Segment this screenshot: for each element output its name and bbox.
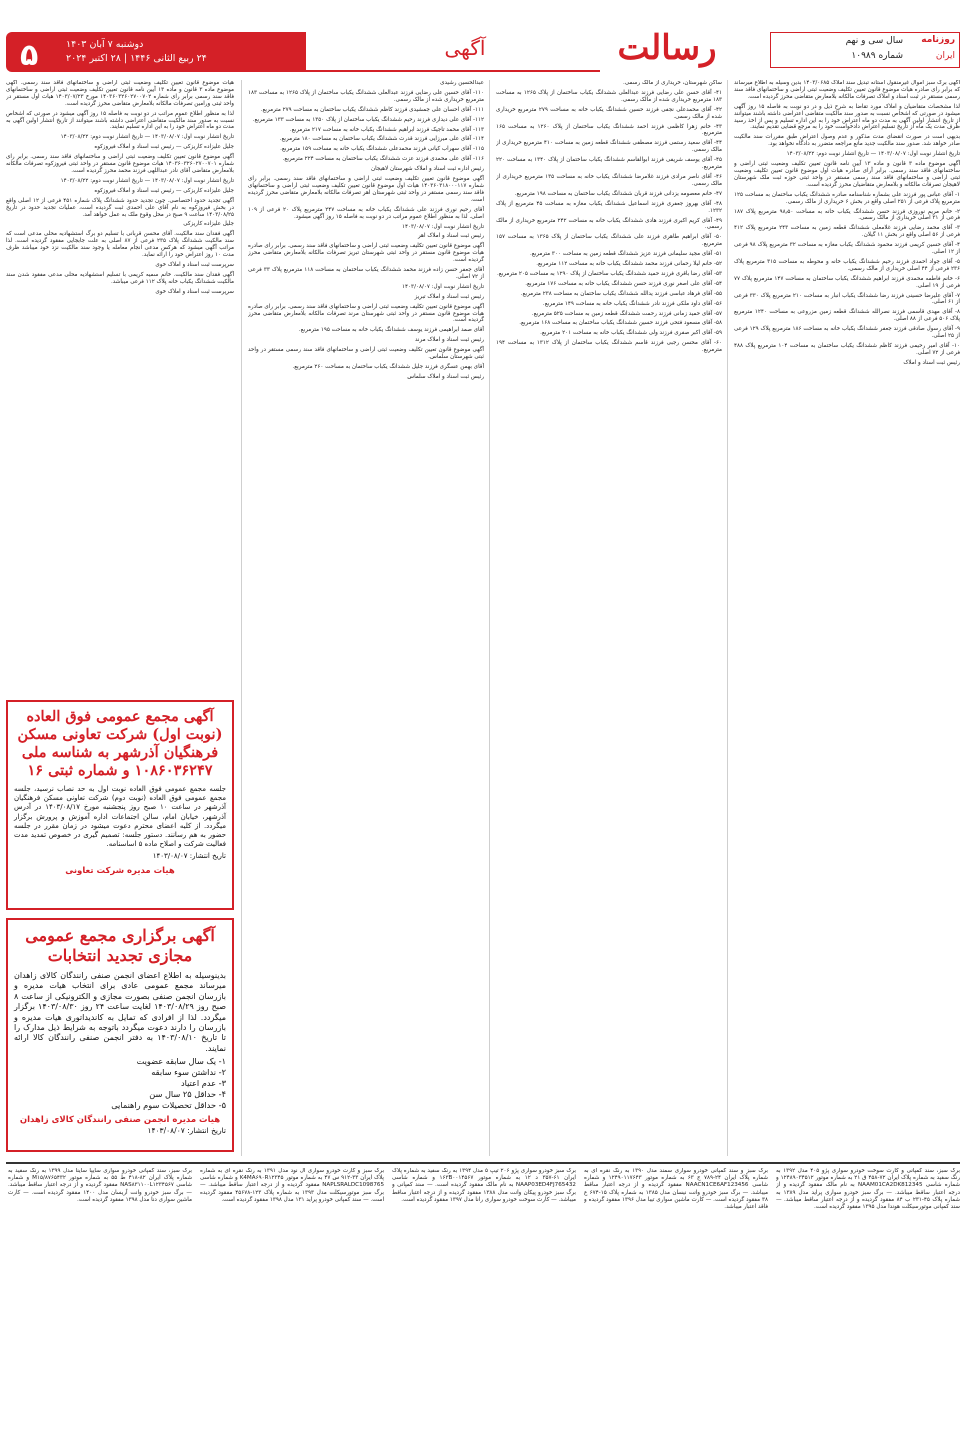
notice-paragraph: ۱۱۱- آقای احسان علی جمشیدی فرزند کاظم ششدانگ یکباب ساختمان به مساحت ۲۷۹ مترمربع. [260,106,484,113]
city-label: ایران [935,51,955,61]
bottom-column: برگ سبز و کارت خودرو سواری ال نود مدل ۱۳۹۱ به رنگ نقره ای به شماره پلاک ایران ۳۳-۹۱۲ س ۴۷ به شماره موتور K4MA۶۹۰R۱۲۳۴۵ و شماره شاسی NAPLSRALDC1098765 مفقود گردیده و از درجه اعتبار ساقط میباشد. — برگ سبز موتورسیکلت مدل ۱۳۹۳ به شماره پلاک ۱۲۳-۴۵۶۷۸ مفقود گردیده است. — سند کمپانی خودرو پراید ۱۳۱ مدل ۱۳۹۸ مفقود گردیده است. [200,1168,384,1203]
notice-paragraph: آگهی موضوع قانون تعیین تکلیف وضعیت ثبتی اراضی و ساختمانهای فاقد سند رسمی. برابر رای شماره ۱۴۰۳۶۰۳۱۸۰۰۰۱۱۷ هیات اول موضوع قانون تعیین تکلیف وضعیت ثبتی اراضی و ساختمانهای فاقد سند رسمی مستقر در واحد ثبتی شهرستان اهر تصرفات مالکانه بلامعارض متقاضی محرز گردیده است. [248,176,484,203]
notice-paragraph: تاریخ انتشار نوبت اول: ۱۴۰۳/۰۸/۰۷ [402,283,484,290]
ad1-signature: هیات مدیره شرکت تعاونی [65,865,175,876]
notice-paragraph: ۵۶- آقای داود ملکی فرزند نادر ششدانگ یکباب خانه به مساحت ۱۴۹ مترمربع. [542,300,722,307]
notice-paragraph: ۵۳- آقای رضا باقری فرزند حمید ششدانگ یکباب ساختمان از پلاک ۱۲۹۰ به مساحت ۲۰۵ مترمربع. [496,270,722,277]
ad2-title: آگهی برگزاری مجمع عمومی مجازی تجدید انتخابات [25,926,215,965]
notice-paragraph: آگهی فقدان سند مالکیت. خانم سمیه کریمی با تسلیم استشهادیه محلی مدعی مفقود شدن سند مالکیت ششدانگ یکباب خانه پلاک ۱۱۲ فرعی میباشد. [6,271,234,285]
ad2-body: بدینوسیله به اطلاع اعضای انجمن صنفی رانندگان کالای زاهدان میرساند مجمع عمومی عادی برای انتخاب هیات مدیره و بازرسان انجمن صنفی بصورت مجازی و الکترونیکی از ساعت ۸ صبح روز ۱۴۰۳/۰۸/۲۹ لغایت ساعت ۲۴ روز ۱۴۰۳/۰۸/۳۰ برگزار میگردد. لذا از افرادی که تمایل به کاندیداتوری هیات مدیره و بازرسان را دارند دعوت میگردد باتوجه به شرایط ذیل مدارک را تا تاریخ ۱۴۰۳/۰۸/۱۰ به دفتر انجمن صنفی رانندگان کالا ارائه نمایند. [14,971,226,1053]
column-3 [248,80,484,1156]
notice-paragraph: رئیس ثبت اسناد و املاک [903,359,960,366]
list-item: ۵- حداقل تحصیلات سوم راهنمایی [111,1100,226,1111]
bottom-column: برگ سبز خودرو سواری پژو ۲۰۶ تیپ ۵ مدل ۱۳۹۴ به رنگ سفید به شماره پلاک ایران ۶۱-۳۵۷ د ۱۲ به شماره موتور ۱۶۳B۰۰۱۴۵۶۷ و شماره شاسی NAAP03ED4FJ765432 به نام مالک مفقود گردیده است. — سند کمپانی و برگ سبز خودرو پیکان وانت مدل ۱۳۸۸ مفقود گردیده و از درجه اعتبار ساقط میباشد. — کارت سوخت خودرو سواری رانا مدل ۱۳۹۷ مفقود گردیده است. [392,1168,576,1203]
date-persian: دوشنبه ۷ آبان ۱۴۰۳ [66,39,144,50]
notice-paragraph: لذا مشخصات متقاضیان و املاک مورد تقاضا به شرح ذیل و در دو نوبت به فاصله ۱۵ روز آگهی میشود در صورتی که اشخاص نسبت به صدور سند مالکیت متقاضی اعتراضی داشته باشند میتوانند از تاریخ انتشار اولین آگهی به مدت دو ماه اعتراض خود را به این اداره تسلیم و پس از اخذ رسید ظرف مدت یک ماه از تاریخ تسلیم اعتراض دادخواست خود را به مرجع قضایی تقدیم نمایند. [734,103,960,131]
notice-paragraph: ۴۶- آقای ناصر مرادی فرزند غلامرضا ششدانگ یکباب خانه به مساحت ۱۳۵ مترمربع خریداری از مالک رسمی. [496,173,722,187]
list-item: ۳- عدم اعتیاد [180,1078,226,1089]
notice-paragraph: ۴۲- آقای محمدعلی نجفی فرزند حسین ششدانگ یکباب خانه به مساحت ۲۷۹ مترمربع خریداری شده از مالک رسمی. [496,106,722,120]
notice-paragraph: لذا به منظور اطلاع عموم مراتب در دو نوبت به فاصله ۱۵ روز آگهی میشود در صورتی که اشخاص نسبت به صدور سند مالکیت متقاضی اعتراضی داشته باشند میتوانند از تاریخ انتشار اولین آگهی به مدت دو ماه اعتراض خود را به این اداره تسلیم نمایند. [6,110,234,131]
notice-paragraph: آگهی تجدید حدود اختصاصی. چون تجدید حدود ششدانگ پلاک شماره ۴۵۱ فرعی از ۱۲ اصلی واقع در بخش فیروزکوه به نام آقای علی احمدی ثبت گردیده است، عملیات تجدید حدود در تاریخ ۱۴۰۳/۰۸/۲۵ ساعت ۹ صبح در محل وقوع ملک به عمل خواهد آمد. [6,197,234,218]
notice-paragraph: عبدالحسین رشیدی [440,80,484,86]
ad2-signature: هیات مدیره انجمن صنفی رانندگان کالای زاهدان [19,1115,221,1126]
notice-paragraph: آگهی موضوع قانون تعیین تکلیف وضعیت ثبتی اراضی و ساختمانهای فاقد سند رسمی مستقر در واحد ثبتی شهرستان سلماس. [248,347,484,361]
page-header [0,26,966,76]
section-title: آگهی [444,36,486,60]
ad1-body: جلسه مجمع عمومی فوق العاده نوبت اول به حد نصاب نرسید، جلسه مجمع عمومی فوق العاده (نوبت دوم) شرکت تعاونی مسکن فرهنگیان آذرشهر در ساعت ۱۰ صبح روز پنجشنبه مورخ ۱۴۰۳/۰۸/۱۷ در آدرس آذرشهر، خیابان امام، سالن اجتماعات اداره آموزش و پرورش برگزار میگردد. از کلیه اعضای محترم دعوت میشود در زمان مقرر در جلسه حضور به هم رسانند. دستور جلسه: تصمیم گیری در خصوص تمدید مدت فعالیت شرکت و اصلاح ماده ۵ اساسنامه. [14,785,227,849]
list-item: ۱- یک سال سابقه عضویت [136,1056,226,1067]
notice-paragraph: تاریخ انتشار نوبت اول: ۱۴۰۳/۰۸/۰۷ — تاریخ انتشار نوبت دوم: ۱۴۰۳/۰۸/۲۲ [60,177,234,184]
volume-label: سال سی و نهم [845,36,903,46]
bottom-column: برگ سبز و سند کمپانی خودرو سواری سمند مدل ۱۳۹۰ به رنگ نقره ای به شماره پلاک ایران ۲۴-۷۸۹ ج ۶۳ به شماره موتور ۱۲۴۹۰۱۱۷۶۴۳ و شماره شاسی NAACN1CE6AF123456 مفقود گردیده و از درجه اعتبار ساقط میباشد. — برگ سبز خودرو وانت نیسان مدل ۱۳۸۵ به شماره پلاک ۱۵-۶۷۴ ع ۳۸ مفقود گردیده است. — کارت ماشین سواری تیبا مدل ۱۳۹۶ مفقود گردیده و فاقد اعتبار میباشد. [584,1168,768,1211]
header-divider [306,70,600,72]
notice-paragraph: تاریخ انتشار نوبت اول: ۱۴۰۳/۰۸/۰۷ — تاریخ انتشار نوبت دوم: ۱۴۰۳/۰۸/۲۲ [60,134,234,141]
issue-number: شماره ۱۰۹۸۹ [851,51,903,61]
notice-paragraph: ۴۳- خانم زهرا کاظمی فرزند احمد ششدانگ یکباب ساختمان از پلاک ۱۲۶۰ به مساحت ۱۶۵ مترمربع. [496,123,722,137]
notice-paragraph: جلیل علیزاده کاریزکی [183,221,234,228]
bottom-column: برگ سبز، سند کمپانی و کارت سوخت خودرو سواری پژو ۴۰۵ مدل ۱۳۹۲ به رنگ سفید به شماره پلاک ایران ۷۲-۴۵۸ ق ۲۱ به شماره موتور ۱۲۴۸۹۰۳۴۵۱۲ و شماره شاسی NAAM01CA2DK812345 به نام مالک مفقود گردیده و از درجه اعتبار ساقط میباشد. — برگ سبز خودرو سواری پراید مدل ۱۳۸۹ به شماره پلاک ۴۵-۲۳۱ ب ۸۴ مفقود گردیده و از درجه اعتبار ساقط میباشد. — سند کمپانی موتورسیکلت هوندا مدل ۱۳۹۵ مفقود گردیده است. [776,1168,960,1211]
notice-paragraph: آگهی موضوع قانون تعیین تکلیف وضعیت ثبتی اراضی و ساختمانهای فاقد سند رسمی. برابر رای شماره ۱۴۰۳۶۰۳۲۶۰۲۷۰۰۷۰۱ هیات موضوع قانون مستقر در واحد ثبتی فیروزکوه تصرفات مالکانه بلامعارض متقاضی آقای نادر عبداللهی فرزند محمد محرز گردیده است. [6,154,234,174]
header-date-panel [6,32,306,72]
notice-paragraph: رئیس ثبت اسناد و املاک سلماس [407,373,484,380]
notice-paragraph: رئیس ثبت اسناد و املاک مرند [414,337,484,344]
ad2-date: تاریخ انتشار: ۱۴۰۳/۰۸/۰۷ [147,1126,226,1136]
notice-paragraph: ۱۱۰- آقای حسین علی رضایی فرزند عبدالعلی ششدانگ یکباب ساختمان از پلاک ۱۲۶۵ به مساحت ۱۸۳ مترمربع خریداری شده از مالک رسمی. [248,89,484,103]
notice-paragraph: ۴۸- آقای بهروز جعفری فرزند اسماعیل ششدانگ یکباب مغازه به مساحت ۴۵ مترمربع از پلاک ۱۲۳۲. [496,200,722,214]
date-block [66,38,226,66]
lost-documents-section [6,1162,960,1432]
ad2-requirements-list [14,1056,226,1111]
column-2 [496,80,722,1156]
notice-paragraph: ۴۷- خانم معصومه یزدانی فرزند قربان ششدانگ یکباب ساختمان به مساحت ۱۹۸ مترمربع. [514,190,722,197]
notice-paragraph: آگهی برگ سبز اموال غیرمنقول آستانه تبدیل سند املاک ۱۴۰۳/۰۶۸۵ بدین وسیله به اطلاع میرساند که برابر رای صادره هیات موضوع قانون تعیین تکلیف وضعیت ثبتی اراضی و ساختمانهای فاقد سند رسمی مستقر در ثبت اسناد و املاک تصرفات مالکانه بلامعارض متقاضی محرز گردیده است. [734,80,960,100]
column-1 [734,80,960,1156]
notice-paragraph: ۹- آقای رسول صادقی فرزند جعفر ششدانگ یکباب خانه به مساحت ۱۸۶ مترمربع پلاک ۱۲۹ فرعی از ۲۵ اصلی. [734,326,960,340]
notice-paragraph: ۱۱۵- آقای سهراب کیانی فرزند محمدعلی ششدانگ یکباب خانه به مساحت ۱۵۹ مترمربع. [280,146,484,153]
list-item: ۲- نداشتن سوء سابقه [151,1067,226,1078]
notice-paragraph: آگهی موضوع ماده ۳ قانون و ماده ۱۳ آیین نامه قانون تعیین تکلیف وضعیت ثبتی اراضی و ساختمانهای فاقد سند رسمی. برابر آرای صادره هیات اول موضوع قانون تعیین تکلیف وضعیت ثبتی اراضی و ساختمانهای فاقد سند رسمی مستقر در واحد ثبتی حوزه ثبت ملک شهرستان لاهیجان تصرفات مالکانه و بلامعارض متقاضیان محرز گردیده است. [734,161,960,188]
notice-paragraph: تاریخ انتشار نوبت اول: ۱۴۰۳/۰۸/۰۷ [402,223,484,230]
notice-paragraph: ۸- آقای مهدی قاسمی فرزند نصرالله ششدانگ قطعه زمین مزروعی به مساحت ۱۲۴۰ مترمربع پلاک ۵۰۶ فرعی از ۸۸ اصلی. [734,309,960,323]
notice-paragraph: ۴۱- آقای حسن علی رضایی فرزند عبدالعلی ششدانگ یکباب ساختمان از پلاک ۱۲۶۵ به مساحت ۱۸۳ مترمربع خریداری شده از مالک رسمی. [496,89,722,103]
virtual-assembly-ad [6,918,234,1152]
notice-paragraph: تاریخ انتشار نوبت اول: ۱۴۰۳/۰۸/۰۷ — تاریخ انتشار نوبت دوم: ۱۴۰۳/۰۸/۲۲ [786,151,960,158]
notice-paragraph: ۱- آقای عباس پور فرزند علی بشماره شناسنامه صادره ششدانگ یکباب ساختمان به مساحت ۱۲۵ مترمربع پلاک فرعی از ۲۵۱ اصلی واقع در بخش ۶ خریداری از مالک رسمی. [734,191,960,205]
ad1-dates: تاریخ انتشار: ۱۴۰۳/۰۸/۰۷ [152,852,226,861]
notice-paragraph: ساکن شهرستان، خریداری از مالک رسمی. [623,80,722,86]
notice-paragraph: ۴۹- آقای کریم اکبری فرزند هادی ششدانگ یکباب خانه به مساحت ۲۴۲ مترمربع خریداری از مالک رسمی. [496,217,722,231]
notice-paragraph: آگهی موضوع قانون تعیین تکلیف وضعیت ثبتی اراضی و ساختمانهای فاقد سند رسمی. برابر رای صادره هیات موضوع قانون مستقر در واحد ثبتی شهرستان مرند تصرفات مالکانه بلامعارض متقاضی محرز گردیده است. [248,303,484,324]
notice-paragraph: ۵۴- آقای علی اصغر نوری فرزند حسن ششدانگ یکباب خانه به مساحت ۱۷۶ مترمربع. [525,280,722,287]
notice-paragraph: ۶۰- آقای محسن رجبی فرزند قاسم ششدانگ یکباب ساختمان از پلاک ۱۳۱۲ به مساحت ۱۹۴ مترمربع. [496,340,722,354]
newspaper-logo: رسالت [617,28,717,68]
notice-paragraph: سرپرست ثبت اسناد و املاک خوی [155,261,234,268]
column-divider [727,80,728,1156]
paper-label: روزنامه [921,35,955,45]
notice-paragraph: ۵۰- آقای ابراهیم طاهری فرزند علی ششدانگ یکباب ساختمان از پلاک ۱۳۶۵ به مساحت ۱۵۷ مترمربع. [496,234,722,248]
notice-paragraph: رئیس ثبت اسناد و املاک تبریز [414,293,484,300]
notice-paragraph: هیات موضوع قانون تعیین تکلیف وضعیت ثبتی اراضی و ساختمانهای فاقد سند رسمی. آگهی موضوع ماده ۳ قانون و ماده ۱۳ آیین نامه قانون تعیین تکلیف وضعیت ثبتی اراضی و ساختمانهای فاقد سند رسمی برابر رای شماره ۱۴۰۳۶۰۳۲۶۰۲۷۰۰۷۰۲ مورخ ۱۴۰۳/۰۷/۲۳ هیات اول مستقر در واحد ثبتی ورامین تصرفات مالکانه بلامعارض متقاضی محرز گردیده است. [6,80,234,107]
ad1-title: آگهی مجمع عمومی فوق العاده (نوبت اول) شرکت تعاونی مسکن فرهنگیان آذرشهر به شناسه ملی ۱۰۸۶۰۳۶۲۴۷ و شماره ثبتی ۱۶ [17,708,223,779]
notice-paragraph: ۷- آقای علیرضا حسینی فرزند رضا ششدانگ یکباب انبار به مساحت ۲۱۰ مترمربع پلاک ۳۳۰ فرعی از ۶۱ اصلی. [734,292,960,306]
notice-paragraph: ۵۵- آقای فرهاد عباسی فرزند یدالله ششدانگ یکباب ساختمان به مساحت ۲۳۸ مترمربع. [520,290,722,297]
notice-paragraph: ۵- آقای جواد احمدی فرزند رحیم ششدانگ یکباب خانه و محوطه به مساحت ۳۱۵ مترمربع پلاک ۲۳۶ فرعی از ۴۴ اصلی خریداری از مالک رسمی. [734,258,960,272]
notice-paragraph: بدیهی است در صورت انقضای مدت مذکور و عدم وصول اعتراض طبق مقررات سند مالکیت صادر خواهد شد. صدور سند مالکیت جدید مانع مراجعه متضرر به دادگاه نخواهد بود. [734,134,960,148]
column-divider [241,80,242,1156]
column-4 [6,80,234,694]
notice-paragraph: ۱۰- آقای امیر رحیمی فرزند کاظم ششدانگ یکباب ساختمان به مساحت ۱۰۴ مترمربع پلاک ۴۸۸ فرعی از ۷۲ اصلی. [734,343,960,356]
masthead-box [770,32,960,68]
notice-paragraph: ۱۱۲- آقای علی دیداری فرزند رحیم ششدانگ یکباب ساختمان از پلاک ۱۳۵۰ به مساحت ۱۳۳ مترمربع. [252,116,484,123]
notice-paragraph: ۵۲- خانم لیلا رحمانی فرزند محمد ششدانگ یکباب خانه به مساحت ۱۱۲ مترمربع. [536,261,722,268]
bottom-column: برگ سبز، سند کمپانی خودرو سواری سایپا ساینا مدل ۱۳۹۹ به رنگ سفید به شماره پلاک ایران ۸۲-۴۱۸ ط ۵۵ به شماره موتور M۱۵/۸۷۶۵۴۳۲ و شماره شاسی NAS۸۳۱۱۰۰L۱۲۳۴۵۶۷ مفقود گردیده و از درجه اعتبار ساقط میباشد. — برگ سبز خودرو وانت آریسان مدل ۱۴۰۰ مفقود گردیده است. — کارت ماشین سواری دنا مدل ۱۳۹۸ مفقود گردیده است. [8,1168,192,1203]
notice-paragraph: ۴۵- آقای یوسف شریفی فرزند ابوالقاسم ششدانگ یکباب ساختمان از پلاک ۱۳۴۰ به مساحت ۲۲۰ مترمربع. [496,157,722,171]
notice-paragraph: ۵۱- آقای مجید سلیمانی فرزند عزیز ششدانگ قطعه زمین به مساحت ۳۰۰ مترمربع. [529,251,722,258]
notice-paragraph: ۵۸- آقای مسعود فتحی فرزند حسین ششدانگ یکباب ساختمان به مساحت ۱۶۸ مترمربع. [519,320,722,327]
notice-paragraph: ۵۷- آقای حمید زمانی فرزند رحمت ششدانگ قطعه زمین به مساحت ۵۲۵ مترمربع. [531,310,722,317]
notice-paragraph: ۵۹- آقای اکبر صفری فرزند ولی ششدانگ یکباب خانه به مساحت ۲۰۱ مترمربع. [540,330,722,337]
notice-paragraph: آقای صمد ابراهیمی فرزند یوسف ششدانگ یکباب خانه به مساحت ۱۹۵ مترمربع. [298,327,484,334]
notice-paragraph: جلیل علیزاده کاریزکی — رئیس ثبت اسناد و املاک فیروزکوه [94,187,234,194]
notice-paragraph: رئیس اداره ثبت اسناد و املاک شهرستان لاهیجان [370,166,484,173]
notice-paragraph: آگهی فقدان سند مالکیت. آقای محسن قربانی با تسلیم دو برگ استشهادیه محلی مدعی است که سند مالکیت ششدانگ پلاک ۲۳۵ فرعی از ۸۷ اصلی به علت جابجایی مفقود گردیده است. لذا مراتب آگهی میشود که هرکس مدعی انجام معامله یا وجود سند مالکیت نزد خود میباشد ظرف مدت ۱۰ روز اعتراض خود را ارائه نماید. [6,231,234,259]
notice-paragraph: سرپرست ثبت اسناد و املاک خوی [155,288,234,295]
notice-paragraph: ۲- خانم مریم نوروزی فرزند حسن ششدانگ یکباب خانه به مساحت ۹۸٫۵۰ مترمربع پلاک ۱۸۷ فرعی از ۳۱ اصلی خریداری از مالک رسمی. [734,208,960,222]
notice-paragraph: ۴۴- آقای سعید رستمی فرزند مصطفی ششدانگ قطعه زمین به مساحت ۴۱۰ مترمربع خریداری از مالک رسمی. [496,140,722,154]
general-assembly-ad [6,700,234,910]
notice-paragraph: رئیس ثبت اسناد و املاک اهر [417,233,484,240]
list-item: ۴- حداقل ۲۵ سال سن [149,1089,226,1100]
notice-paragraph: آقای بهمن عسگری فرزند جلیل ششدانگ یکباب ساختمان به مساحت ۲۶۰ مترمربع. [292,364,484,370]
notice-paragraph: ۱۱۳- آقای محمد تاجیک فرزند ابراهیم ششدانگ یکباب خانه به مساحت ۲۱۷ مترمربع. [289,126,484,133]
notice-paragraph: ۴- آقای حسین کریمی فرزند محمود ششدانگ یکباب مغازه به مساحت ۳۲ مترمربع پلاک ۹۸ فرعی از ۱۲ اصلی. [734,242,960,256]
notice-paragraph: آقای جعفر حسن زاده فرزند محمد ششدانگ یکباب ساختمان به مساحت ۱۱۸ مترمربع پلاک ۳۳ فرعی از ۷۲ اصلی. [248,267,484,280]
notice-paragraph: ۶- خانم فاطمه محمدی فرزند ابراهیم ششدانگ یکباب ساختمان به مساحت ۱۴۷ مترمربع پلاک ۷۷ فرعی از ۱۹ اصلی. [734,275,960,289]
notice-paragraph: آقای رحیم نوری فرزند علی ششدانگ یکباب خانه به مساحت ۲۴۷ مترمربع پلاک ۲۰ فرعی از ۱۰۹ اصلی. لذا به منظور اطلاع عموم مراتب در دو نوبت به فاصله ۱۵ روز آگهی میشود. [248,206,484,220]
notice-paragraph: ۱۱۴- آقای علی میرزایی فرزند قدرت ششدانگ یکباب ساختمان به مساحت ۱۸۰ مترمربع. [279,136,484,143]
notice-paragraph: ۳- آقای محمد رضایی فرزند غلامعلی ششدانگ قطعه زمین به مساحت ۲۴۳ مترمربع پلاک ۴۱۲ فرعی از ۵۶ اصلی واقع در بخش ۱۱ گیلان. [734,225,960,239]
notice-paragraph: ۱۱۶- آقای علی محمدی فرزند عزت ششدانگ یکباب ساختمان به مساحت ۲۲۴ مترمربع. [282,156,484,163]
notice-paragraph: جلیل علیزاده کاریزکی — رئیس ثبت اسناد و املاک فیروزکوه [94,144,234,151]
page-number: ۵ [20,38,39,73]
notice-paragraph: آگهی موضوع قانون تعیین تکلیف وضعیت ثبتی اراضی و ساختمانهای فاقد سند رسمی. برابر رای صادره هیات موضوع قانون مستقر در واحد ثبتی شهرستان تبریز تصرفات مالکانه بلامعارض متقاضی محرز گردیده است. [248,243,484,264]
date-lunar-gregorian: ۲۴ ربیع الثانی ۱۴۴۶ | ۲۸ اکتبر ۲۰۲۴ [66,53,207,64]
column-divider [489,80,490,1156]
